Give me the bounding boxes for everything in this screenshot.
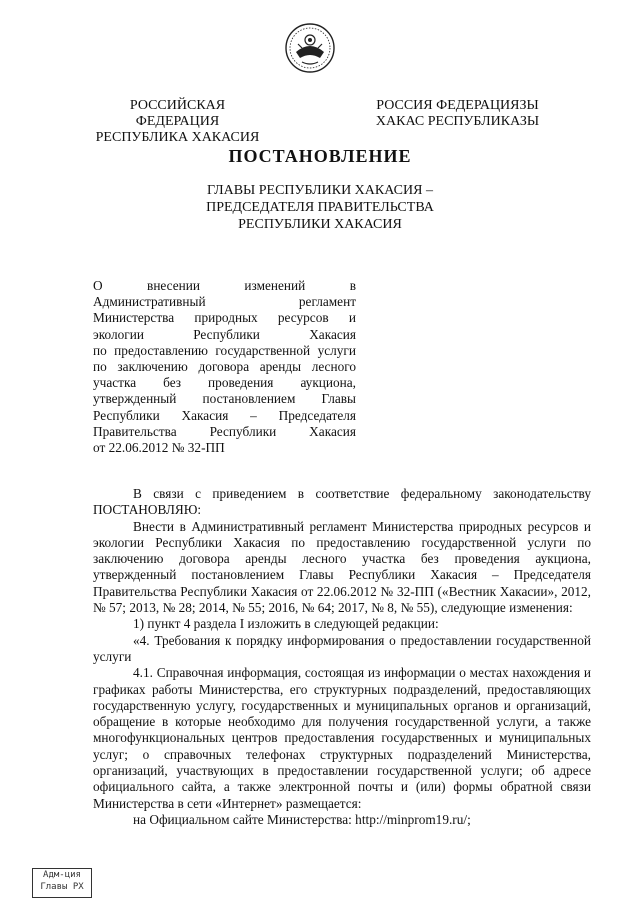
subject-line: по заключению договора аренды лесного [93,359,356,375]
body-paragraph: Внести в Административный регламент Министерства природных ресурсов и экологии Республики Хакасия по предоставлению государственной услуги по заключению договора аренды лесного участка без проведения аукциона, утвержденный постановлением Главы Республики Хакасия – Председателя Правительства Республики Хакасия от 22.06.2012 № 32-ПП («Вестник Хакасии», 2012, № 57; 2013, № 28; 2014, № 55; 2016, № 64; 2017, № 8, № 55), следующие изменения: [93,518,591,616]
subtitle-line2: ПРЕДСЕДАТЕЛЯ ПРАВИТЕЛЬСТВА [206,200,434,215]
subject-line: участка без проведения аукциона, [93,375,356,391]
body-paragraph: В связи с приведением в соответствие федеральному законодательству [133,486,591,501]
subtitle-line1: ГЛАВЫ РЕСПУБЛИКИ ХАКАСИЯ – [207,183,433,198]
subject-line: Министерства природных ресурсов и [93,310,356,326]
body-paragraph: 4.1. Справочная информация, состоящая из информации о местах нахождения и графиках работы Министерства, его структурных подразделений, предоставляющих государственную услугу, государственных и муниципальных органов и организаций, обращение в которые необходимо для получения государственной услуги, а также многофункциональных центров предоставления государственных и муниципальных услуг; о справочных телефонах структурных подразделений Министерства, организаций, участвующих в предоставлении государственной услуги; об адресе официального сайта, а также электронной почты и (или) формы обратной связи Министерства в сети «Интернет» размещается: [93,665,591,811]
subject-line: Административный регламент [93,294,356,310]
header-left-line1: РОССИЙСКАЯ ФЕДЕРАЦИЯ [129,98,226,129]
stamp-line1: Адм-ция [43,870,81,880]
document-title: ПОСТАНОВЛЕНИЕ [228,146,412,166]
subject-line: экологии Республики Хакасия [93,326,356,342]
header-left-line2: РЕСПУБЛИКА ХАКАСИЯ [95,130,260,145]
coat-of-arms-emblem-icon [284,22,336,74]
document-body [93,486,591,828]
subject-line: по предоставлению государственной услуги [93,342,356,358]
header-right-line2: ХАКАС РЕСПУБЛИКАЗЫ [375,114,540,129]
document-subtitle [0,182,640,233]
registry-stamp [32,868,92,898]
document-subject [93,278,356,456]
header-right-line1: РОССИЯ ФЕДЕРАЦИЯЗЫ [376,98,539,113]
subject-line: Республики Хакасия – Председателя [93,407,356,423]
stamp-line2: Главы РХ [40,882,84,892]
header-right [375,98,540,130]
body-paragraph: «4. Требования к порядку информирования о предоставлении государственной услуги [93,632,591,664]
subject-line: О внесении изменений в [93,278,356,293]
body-paragraph: на Официальном сайте Министерства: http://minprom19.ru/; [133,811,471,827]
subject-line: утвержденный постановлением Главы [93,391,356,407]
subject-line: Правительства Республики Хакасия [93,423,356,439]
subject-line: от 22.06.2012 № 32-ПП [93,440,225,456]
header-left [90,98,265,146]
body-paragraph: ПОСТАНОВЛЯЮ: [93,502,202,518]
subtitle-line3: РЕСПУБЛИКИ ХАКАСИЯ [238,217,402,232]
body-paragraph: 1) пункт 4 раздела I изложить в следующей редакции: [133,616,439,632]
